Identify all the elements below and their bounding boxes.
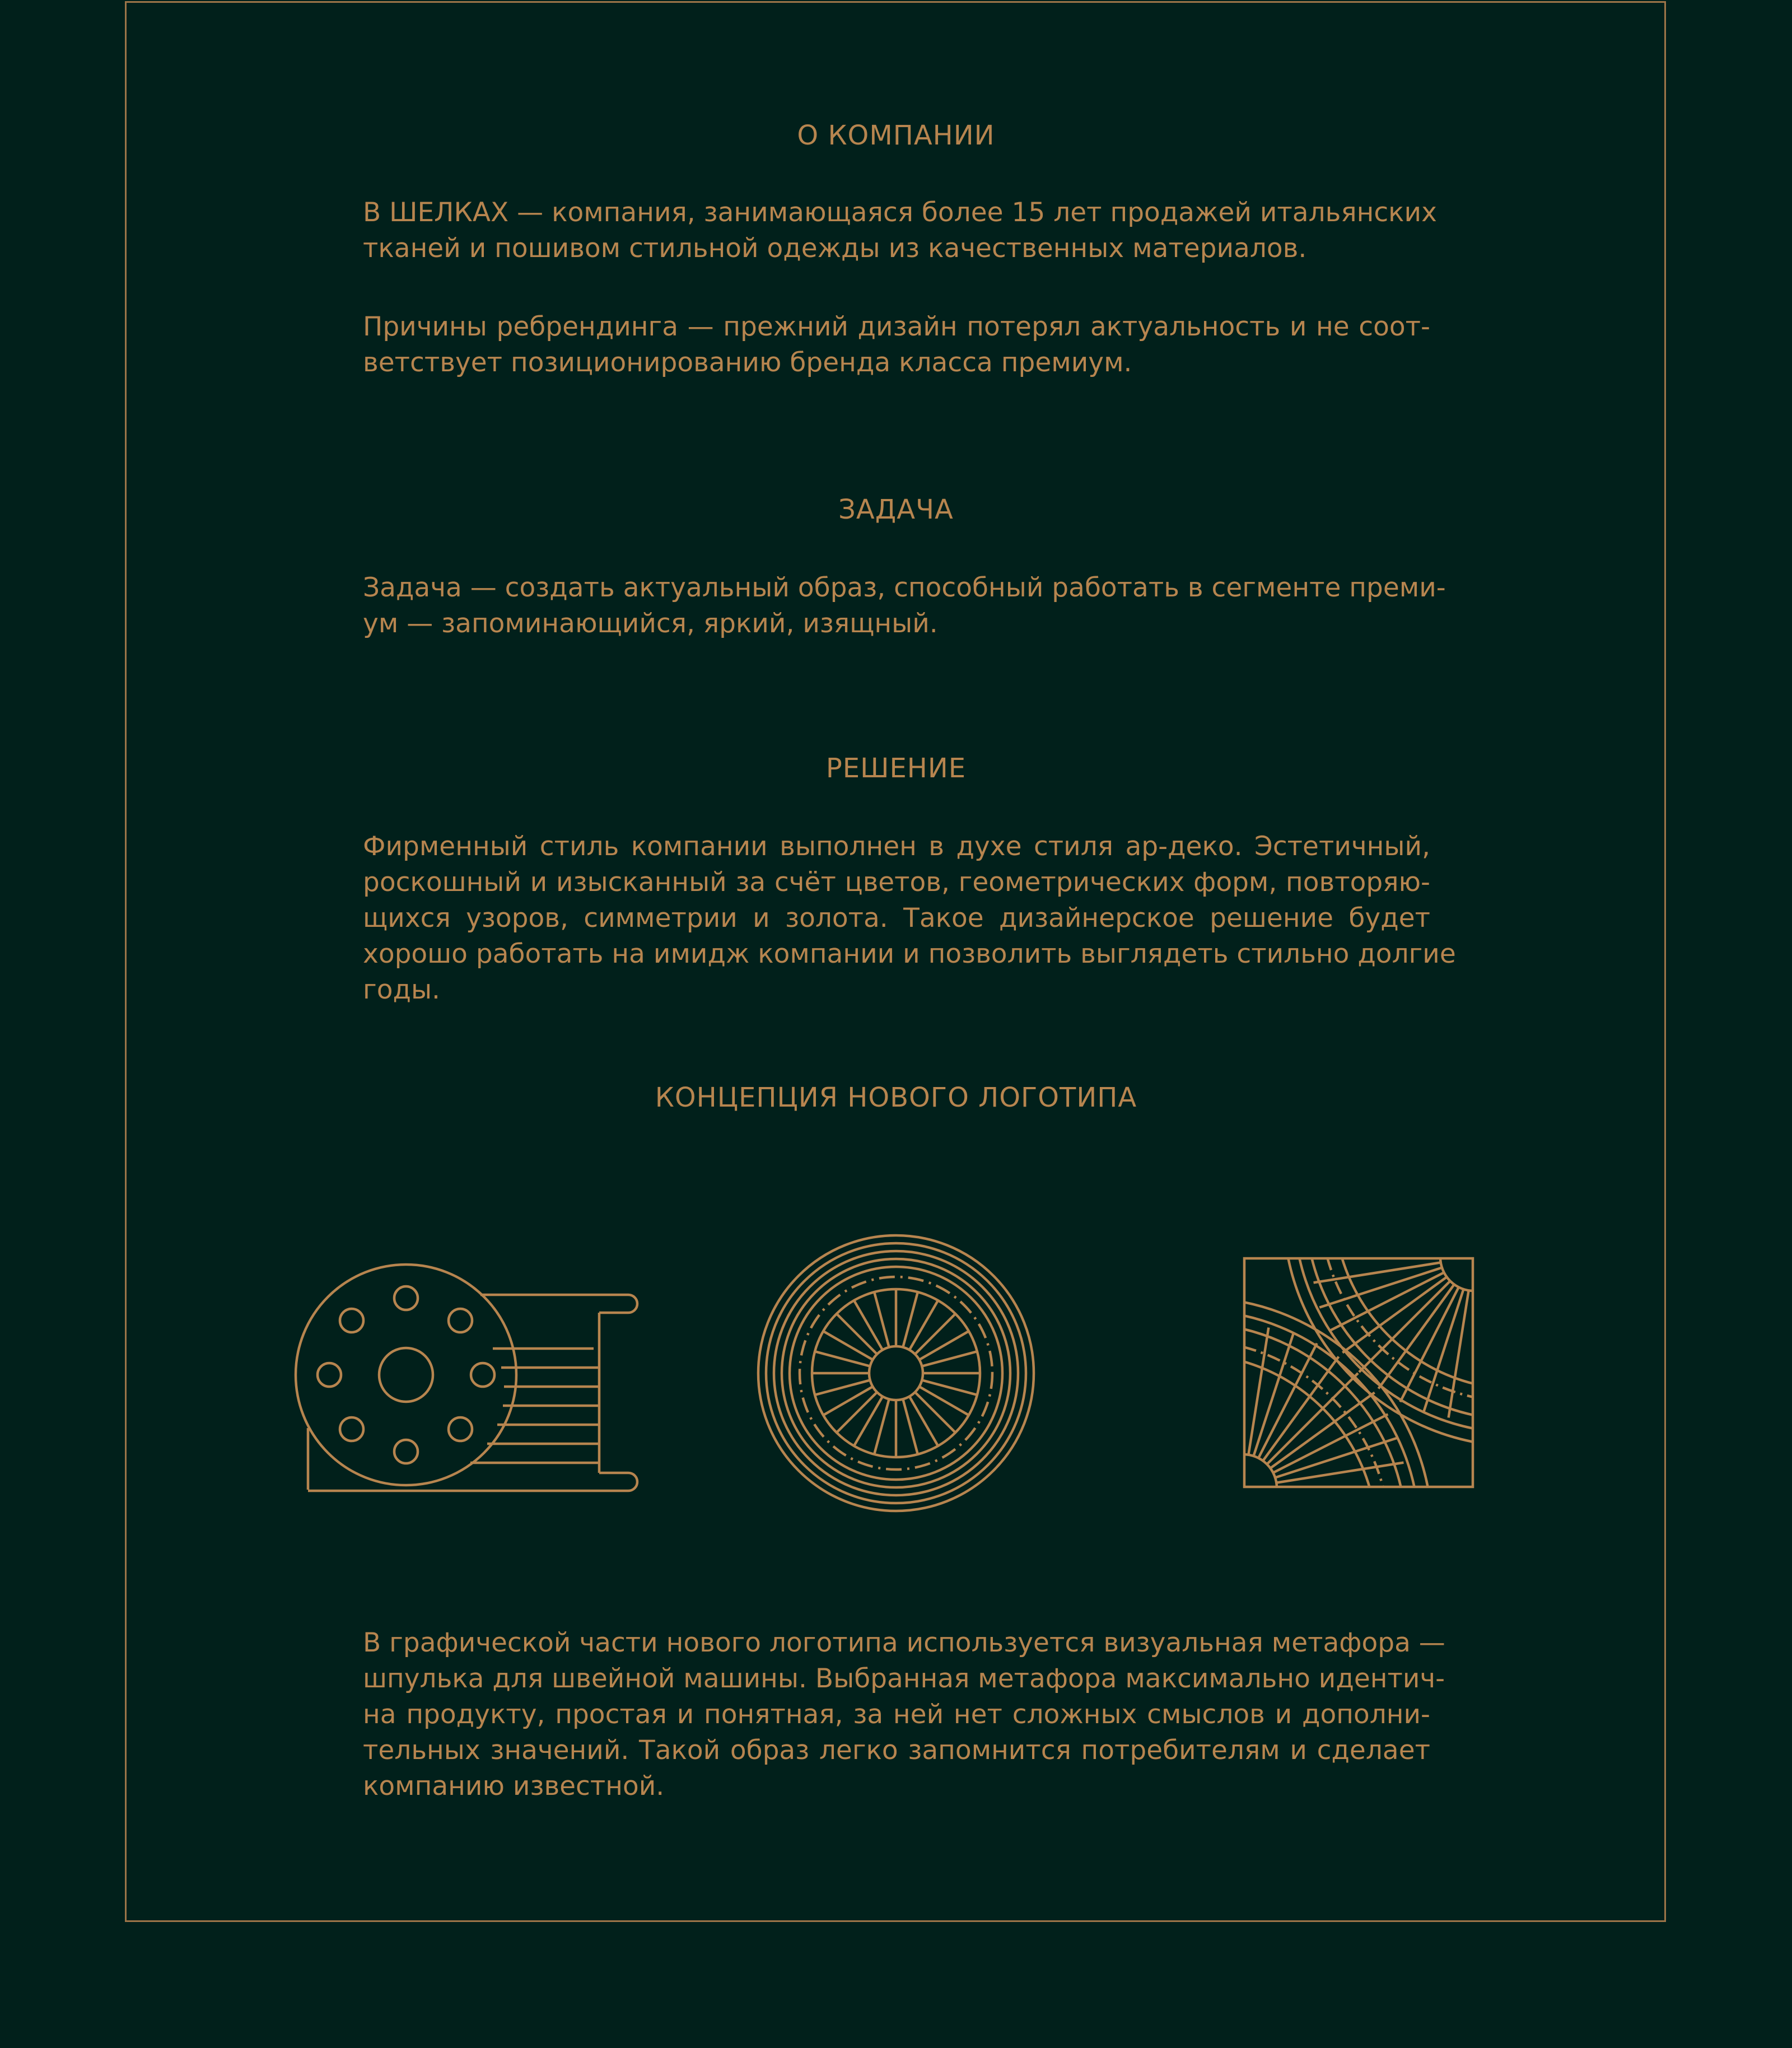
about-paragraph-2 — [363, 309, 1430, 381]
text-line: годы. — [363, 974, 440, 1005]
fan-ray — [1359, 1281, 1450, 1372]
solution-paragraph — [363, 829, 1456, 1008]
fan-ray — [1276, 1463, 1403, 1483]
wheel-spoke — [837, 1392, 877, 1433]
text-line: компанию известной. — [363, 1771, 665, 1802]
logo-concept-icons — [0, 1204, 1792, 1518]
text-line: Задача — создать актуальный образ, способный работать в сегменте преми- — [363, 572, 1446, 603]
heading-concept: КОНЦЕПЦИЯ НОВОГО ЛОГОТИПА — [655, 1082, 1137, 1113]
fan-ray — [1424, 1289, 1463, 1412]
text-line: роскошный и изысканный за счёт цветов, геометрических форм, повторяю- — [363, 867, 1430, 898]
wheel-spoke — [915, 1392, 955, 1433]
text-line: ветствует позиционированию бренда класса премиум. — [363, 347, 1132, 378]
heading-task: ЗАДАЧА — [838, 494, 954, 525]
wheel-spoke — [837, 1314, 877, 1354]
wheel-spoke — [915, 1314, 955, 1354]
fan-ray — [1314, 1262, 1441, 1282]
text-line: тканей и пошивом стильной одежды из качественных материалов. — [363, 233, 1307, 264]
heading-solution: РЕШЕНИЕ — [825, 753, 967, 784]
text-line: Причины ребрендинга — прежний дизайн потерял актуальность и не соот- — [363, 311, 1430, 342]
fan-ray — [1248, 1328, 1268, 1455]
text-line: В ШЕЛКАХ — компания, занимающаяся более 15 лет продажей итальянских — [363, 197, 1437, 228]
text-line: ум — запоминающийся, яркий, изящный. — [363, 608, 938, 639]
concept-paragraph — [363, 1625, 1445, 1804]
text-line: В графической части нового логотипа используется визуальная метафора — — [363, 1627, 1445, 1658]
bobbin-icon — [286, 1204, 644, 1495]
text-line: на продукту, простая и понятная, за ней нет сложных смыслов и дополни- — [363, 1699, 1430, 1730]
text-line: щихся узоров, симметрии и золота. Такое дизайнерское решение будет — [363, 903, 1430, 934]
about-paragraph-1 — [363, 195, 1437, 267]
fan-ray — [1254, 1333, 1294, 1456]
text-line: Фирменный стиль компании выполнен в духе стиля ар-деко. Эстетичный, — [363, 831, 1430, 862]
heading-about: О КОМПАНИИ — [797, 120, 995, 151]
pattern-tile-icon — [1243, 1257, 1474, 1488]
text-line: хорошо работать на имидж компании и позволить выглядеть стильно долгие — [363, 939, 1456, 969]
spool-wheel-icon — [756, 1233, 1036, 1513]
text-line: шпулька для швейной машины. Выбранная метафора максимально идентич- — [363, 1663, 1445, 1694]
text-line: тельных значений. Такой образ легко запомнится потребителям и сделает — [363, 1735, 1430, 1766]
fan-ray — [1449, 1290, 1469, 1417]
task-paragraph — [363, 570, 1446, 642]
